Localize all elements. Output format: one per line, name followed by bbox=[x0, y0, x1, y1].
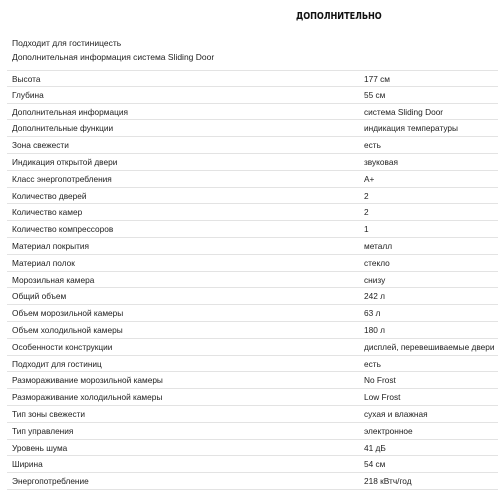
spec-value: 218 кВтч/год bbox=[364, 476, 412, 487]
spec-key: Ширина bbox=[12, 459, 43, 470]
spec-row bbox=[7, 171, 498, 188]
spec-row bbox=[7, 87, 498, 104]
spec-row bbox=[7, 322, 498, 339]
spec-row bbox=[7, 456, 498, 473]
spec-value: металл bbox=[364, 240, 393, 251]
spec-value: звуковая bbox=[364, 156, 398, 167]
spec-row bbox=[7, 70, 498, 87]
spec-key: Класс энергопотребления bbox=[12, 173, 112, 184]
spec-key: Уровень шума bbox=[12, 442, 68, 453]
spec-value: электронное bbox=[364, 425, 413, 436]
spec-key: Тип управления bbox=[12, 425, 74, 436]
spec-row bbox=[7, 389, 498, 406]
spec-key: Энергопотребление bbox=[12, 476, 89, 487]
spec-key: Объем холодильной камеры bbox=[12, 324, 123, 335]
spec-key: Высота bbox=[12, 74, 41, 84]
spec-key: Количество дверей bbox=[12, 190, 87, 201]
spec-value: 180 л bbox=[364, 324, 385, 335]
spec-row bbox=[7, 120, 498, 137]
spec-key: Глубина bbox=[12, 89, 44, 100]
spec-row bbox=[7, 204, 498, 221]
intro-line-hotel: Подходит для гостиницесть bbox=[12, 38, 122, 48]
spec-key: Количество камер bbox=[12, 207, 83, 218]
spec-key: Количество компрессоров bbox=[12, 224, 114, 235]
spec-key: Объем морозильной камеры bbox=[12, 308, 124, 319]
spec-value: снизу bbox=[364, 274, 386, 285]
spec-value: система Sliding Door bbox=[364, 106, 444, 117]
spec-row bbox=[7, 188, 498, 205]
spec-row bbox=[7, 272, 498, 289]
spec-row bbox=[7, 154, 498, 171]
spec-value: Low Frost bbox=[364, 392, 401, 403]
spec-row bbox=[7, 238, 498, 255]
spec-key: Общий объем bbox=[12, 291, 67, 302]
spec-table bbox=[7, 70, 498, 490]
spec-key: Размораживание холодильной камеры bbox=[12, 392, 163, 403]
spec-row bbox=[7, 221, 498, 238]
spec-value: есть bbox=[364, 358, 381, 369]
spec-value: дисплей, перевешиваемые двери bbox=[364, 341, 495, 352]
spec-value: 54 см bbox=[364, 459, 386, 470]
intro-line-info: Дополнительная информация система Sliding Door bbox=[12, 52, 215, 62]
spec-value: No Frost bbox=[364, 375, 396, 386]
spec-row bbox=[7, 423, 498, 440]
spec-value: 1 bbox=[364, 224, 369, 235]
spec-row bbox=[7, 137, 498, 154]
spec-value: A+ bbox=[364, 173, 375, 184]
spec-value: сухая и влажная bbox=[364, 408, 428, 419]
spec-key: Дополнительная информация bbox=[12, 106, 128, 117]
section-heading: ДОПОЛНИТЕЛЬНО bbox=[296, 11, 382, 22]
spec-value: 177 см bbox=[364, 74, 391, 84]
spec-key: Размораживание морозильной камеры bbox=[12, 375, 163, 386]
spec-value: 55 см bbox=[364, 89, 386, 100]
spec-key: Морозильная камера bbox=[12, 274, 95, 285]
spec-row bbox=[7, 372, 498, 389]
intro-block bbox=[12, 36, 214, 64]
spec-key: Зона свежести bbox=[12, 140, 69, 151]
spec-row bbox=[7, 473, 498, 490]
spec-value: 63 л bbox=[364, 308, 381, 319]
spec-value: 242 л bbox=[364, 291, 385, 302]
spec-key: Дополнительные функции bbox=[12, 123, 114, 134]
spec-row bbox=[7, 356, 498, 373]
spec-row bbox=[7, 339, 498, 356]
spec-value: есть bbox=[364, 140, 381, 151]
spec-value: индикация температуры bbox=[364, 123, 459, 134]
spec-key: Особенности конструкции bbox=[12, 341, 113, 352]
spec-row bbox=[7, 305, 498, 322]
spec-key: Индикация открытой двери bbox=[12, 156, 118, 167]
spec-row bbox=[7, 440, 498, 457]
spec-key: Материал полок bbox=[12, 257, 75, 268]
spec-value: стекло bbox=[364, 257, 390, 268]
spec-row bbox=[7, 288, 498, 305]
spec-value: 2 bbox=[364, 190, 369, 201]
spec-row bbox=[7, 255, 498, 272]
spec-row bbox=[7, 104, 498, 121]
spec-row bbox=[7, 406, 498, 423]
spec-key: Тип зоны свежести bbox=[12, 408, 86, 419]
spec-value: 2 bbox=[364, 207, 369, 218]
spec-key: Материал покрытия bbox=[12, 240, 90, 251]
spec-value: 41 дБ bbox=[364, 442, 386, 453]
spec-key: Подходит для гостиниц bbox=[12, 358, 102, 369]
